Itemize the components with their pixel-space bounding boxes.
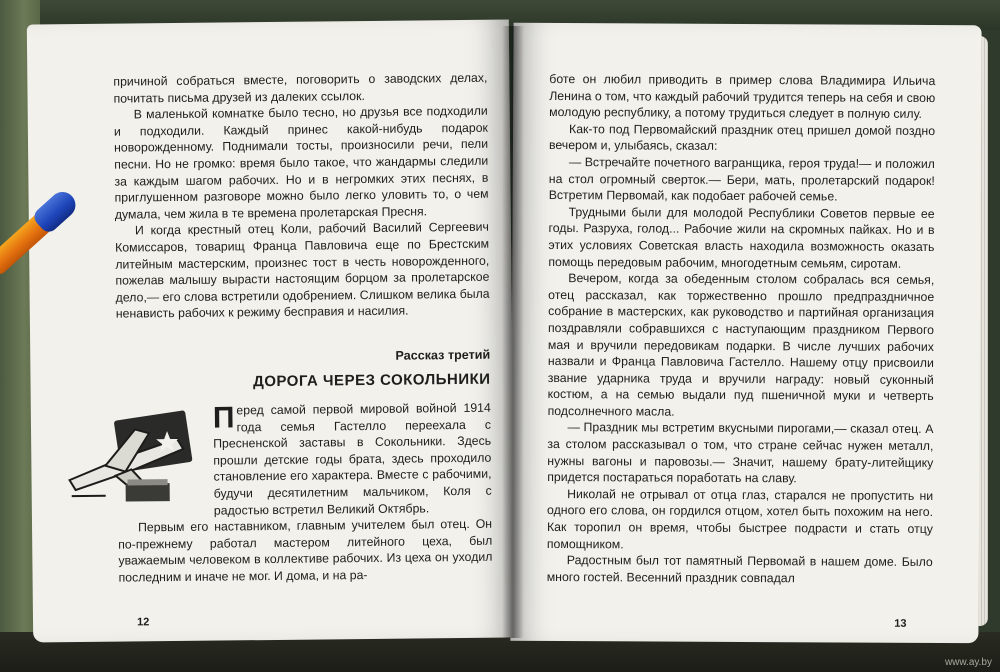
paragraph: Николай не отрывал от отца глаз, старался не пропустить ни одного его слова, он гордился отцом, хотел быть похожим на него. Как торопил он время, чтобы быстрее подрасти и стать отцу помощником. [546,486,934,551]
airplane-illustration [65,409,206,506]
page-number: 12 [136,616,150,629]
paragraph: Вечером, когда за обеденным столом собралась вся семья, отец рассказал, как торжественно прошло предпраздничное собрание в мастерских, как руководство и партийная организация поздравляли собравшихся с наступающим праздником Первого мая и вручили передовикам подарки. В числе лучших рабочих назвали и Франца Павловича Гастелло. Нашему отцу присвоили звание ударника труда и вручили награду: новый суконный костюм, а на семью выдали пуд пшеничной муки и четверть подсолнечного масла. [547,271,935,419]
story-label: Рассказ третий [395,347,491,363]
open-book [18,16,978,648]
book-gutter [502,26,524,638]
drop-cap: П [212,401,235,435]
paragraph: В маленькой комнатке было тесно, но друзья все подходили и подходили. Каждый принес какой-нибудь подарок новорожденному. Поднимали тосты, произносили речи, пели песни. Но не громко: время было такое, что жандармы следили за каждым шагом рабочих. Но и в негромких этих песнях, в приглушенном разговоре можно было легко уловить то, о чем думала, чем жила в те времена пролетарская Пресня. [113,103,489,222]
paragraph: И когда крестный отец Коли, рабочий Василий Сергеевич Комиссаров, товарищ Франца Павловича еще по Брестским литейным мастерским, произнес тост в честь новорожденного, пожелав малышу вырасти настоящим борцом за пролетарское дело,— его слова встретили одобрением. Слишком велика была ненависть рабочих к режиму бесправия и насилия. [115,220,490,321]
paragraph: Первым его наставником, главным учителем был отец. Он по-прежнему работал мастером литейного цеха, был уважаемым человеком в коллективе рабочих. Из цеха он уходил последним и иначе не мог. И дома, и на ра- [118,516,493,585]
paragraph: Трудными были для молодой Республики Советов первые ее годы. Разруха, голод... Рабочие жили на скромных пайках. Но и в этих условиях Советская власть находила возможность оказать помощь передовым рабочим, многодетным семьям, сиротам. [548,204,935,271]
watermark: www.ay.by [944,657,992,668]
paragraph: причиной собраться вместе, поговорить о заводских делах, почитать письма друзей из далеких ссылок. [113,70,488,106]
left-page [27,19,515,642]
page-number: 13 [894,618,907,631]
right-page [510,23,981,643]
chapter-title: ДОРОГА ЧЕРЕЗ СОКОЛЬНИКИ [252,370,491,390]
paragraph: еред самой первой мировой войной 1914 года семья Гастелло переехала с Пресненской заставы в Сокольники. Здесь прошли детские годы брата, здесь проходило становление его характера. Вместе с рабочими, будучи десятилетним мальчиком, Коля с радостью встретил Великий Октябрь. [213,400,492,518]
paragraph: Радостным был тот памятный Первомай в нашем доме. Было много гостей. Весенний праздник совпадал [546,553,933,586]
paragraph: Как-то под Первомайский праздник отец пришел домой поздно вечером и, улыбаясь, сказал: [548,121,936,154]
paragraph: — Праздник мы встретим вкусными пирогами,— сказал отец. А за столом рассказывал о том, что стране сейчас нужен металл, нужны вагоны и паровозы.— Значит, нашему брату-литейщику придется постараться поработать на славу. [547,420,934,486]
paragraph: боте он любил приводить в пример слова Владимира Ильича Ленина о том, что каждый рабочий трудится теперь на себя и свою молодую республику, а потому трудиться следует в полную силу. [549,71,936,122]
paragraph: — Встречайте почетного вагранщика, героя труда!— и положил на стол огромный сверток.— Бери, мать, пролетарский подарок! Встретим Первомай, как подобает рабочей семье. [548,155,935,204]
chapter-opening [117,400,493,586]
